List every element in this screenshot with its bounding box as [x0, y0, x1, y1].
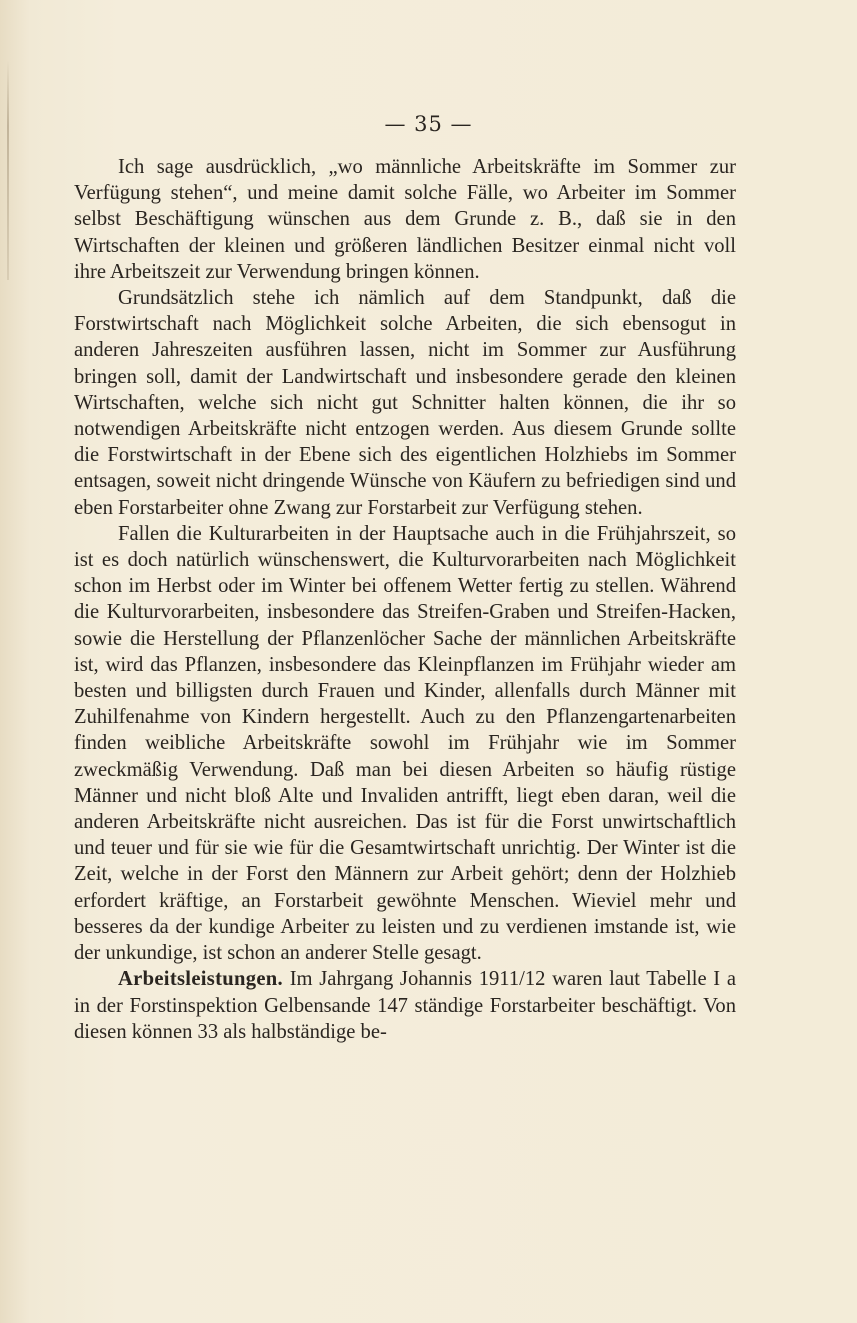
paragraph-4-text: Im Jahrgang Johannis 1911/12 waren laut Tabelle I a in der Forstinspektion Gelbensande 147 ständige Forstarbeiter beschäftigt. Von diesen können 33 als halbständige be-	[74, 968, 736, 1043]
page-number: — 35 —	[384, 112, 473, 136]
paragraph-2: Grundsätzlich stehe ich nämlich auf dem Standpunkt, daß die Forstwirtschaft nach Möglichkeit solche Arbeiten, die sich ebensogut in anderen Jahreszeiten ausführen lassen, nicht im Sommer zur Ausführung bringen soll, damit der Landwirtschaft und insbesondere gerade den kleinen Wirtschaften, welche sich nicht gut Schnitter halten können, die ihr so notwendigen Arbeitskräfte nicht entzogen werden. Aus diesem Grunde sollte die Forstwirtschaft in der Ebene sich des eigentlichen Holzhiebs im Sommer entsagen, soweit nicht dringende Wünsche von Käufern zu befriedigen sind und eben Forstarbeiter ohne Zwang zur Forstarbeit zur Verfügung stehen.	[74, 287, 736, 519]
paragraph-1: Ich sage ausdrücklich, „wo männliche Arbeitskräfte im Sommer zur Verfügung stehen“, und meine damit solche Fälle, wo Arbeiter im Sommer selbst Beschäftigung wünschen aus dem Grunde z. B., daß sie in den Wirtschaften der kleinen und größeren ländlichen Besitzer einmal nicht voll ihre Arbeitszeit zur Verwendung bringen können.	[74, 156, 736, 283]
body-text	[74, 154, 736, 1045]
paragraph-4	[74, 966, 736, 1045]
section-heading: Arbeitsleistungen.	[118, 968, 284, 991]
margin-mark	[7, 60, 9, 280]
paragraph-3: Fallen die Kulturarbeiten in der Hauptsache auch in die Frühjahrszeit, so ist es doch natürlich wünschenswert, die Kulturvorarbeiten nach Möglichkeit schon im Herbst oder im Winter bei offenem Wetter fertig zu stellen. Während die Kulturvorarbeiten, insbesondere das Streifen-Graben und Streifen-Hacken, sowie die Herstellung der Pflanzenlöcher Sache der männlichen Arbeitskräfte ist, wird das Pflanzen, insbesondere das Kleinpflanzen im Frühjahr wieder am besten und billigsten durch Frauen und Kinder, allenfalls durch Männer mit Zuhilfenahme von Kindern hergestellt. Auch zu den Pflanzengartenarbeiten finden weibliche Arbeitskräfte sowohl im Frühjahr wie im Sommer zweckmäßig Verwendung. Daß man bei diesen Arbeiten so häufig rüstige Männer und nicht bloß Alte und Invaliden antrifft, liegt eben daran, weil die anderen Arbeitskräfte nicht ausreichen. Das ist für die Forst unwirtschaftlich und teuer und für sie wie für die Gesamtwirtschaft unrichtig. Der Winter ist die Zeit, welche in der Forst den Männern zur Arbeit gehört; denn der Holzhieb erfordert kräftige, an Forstarbeit gewöhnte Menschen. Wieviel mehr und besseres da der kundige Arbeiter zu leisten und zu verdienen imstande ist, wie der unkundige, ist schon an anderer Stelle gesagt.	[74, 522, 736, 965]
